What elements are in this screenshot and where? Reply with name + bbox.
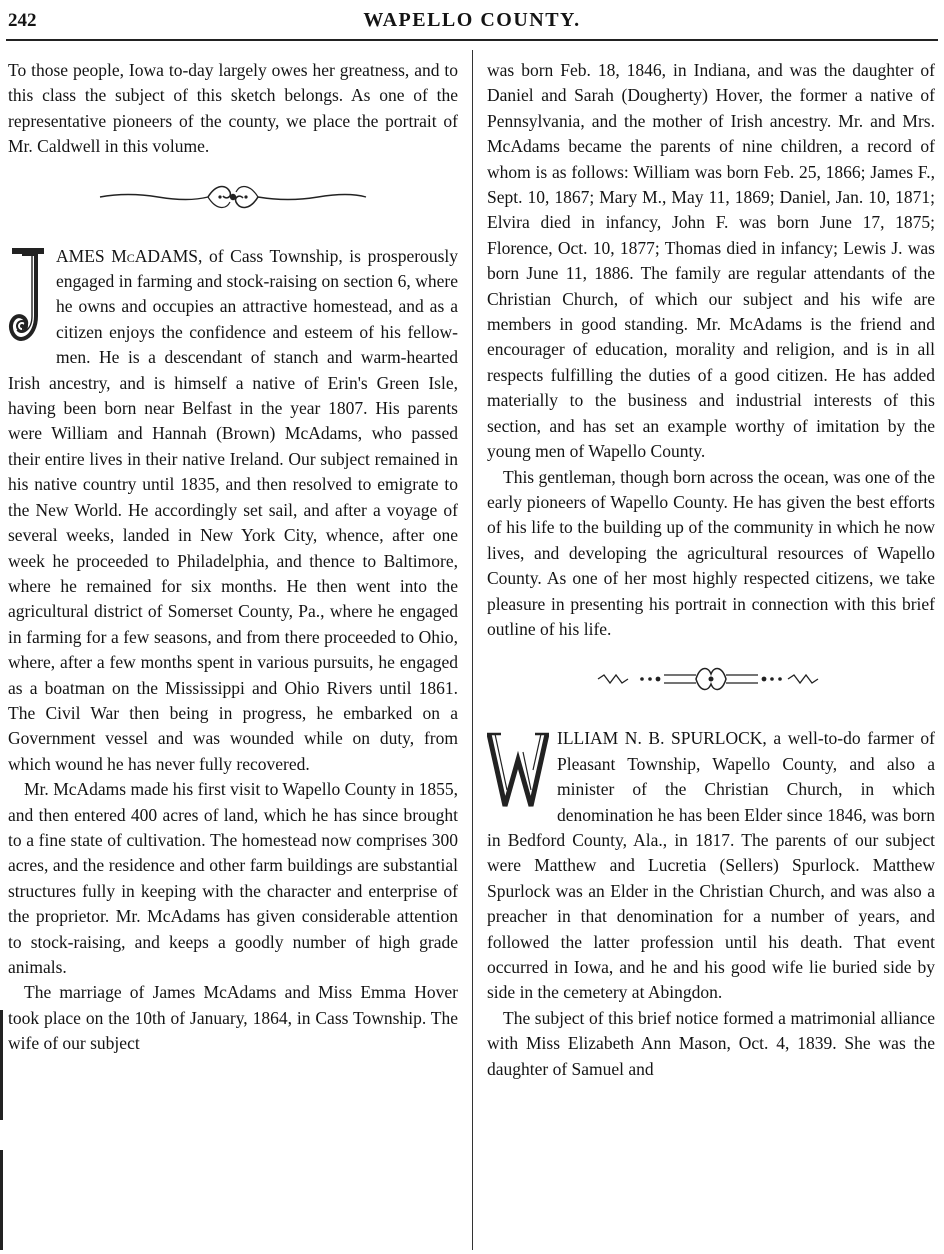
page-header [0, 0, 944, 40]
section-separator [8, 160, 458, 244]
mcadams-paragraph-1-text: of Cass Township, is prosperously engaged in farming and stock-raising on section 6, where he owns and occupies an attractive homestead, and as a citizen enjoys the confidence and esteem of his fellow-men. He is a descendant of stanch and warm-hearted Irish ancestry, and is himself a native of Erin's Green Isle, having been born near Belfast in the year 1807. His parents were William and Hannah (Brown) McAdams, who passed their entire lives in their native Ireland. Our subject remained in his native country until 1835, and then resolved to emigrate to the New World. He accordingly set sail, and after a voyage of several weeks, landed in New York City, whence, after one week he proceeded to Philadelphia, and thence to Baltimore, where he remained for six months. He then went into the agricultural district of Somerset County, Pa., where he engaged in farming for a few seasons, and from there proceeded to Ohio, where, after a few months spent in various pursuits, he engaged as a boatman on the Mississippi and Ohio Rivers until 1861. The Civil War then being in progress, he embarked on a Government vessel and was wounded while on duty, from which wound he has never fully recovered. [8, 245, 458, 774]
spurlock-name: ILLIAM N. B. SPURLOCK, [557, 728, 767, 749]
gentleman-paragraph: This gentleman, though born across the ocean, was one of the early pioneers of Wapello County. He has given the best efforts of his life to the building up of the community in which he now lives, and developing the agricultural resources of Wapello County. As one of her most highly respected citizens, we take pleasure in presenting his portrait in connection with this brief outline of his life. [487, 466, 935, 639]
ornamental-divider-icon [596, 662, 826, 696]
mcadams-paragraph-3: The marriage of James McAdams and Miss Emma Hover took place on the 10th of January, 1864, in Cass Township. The wife of our subject [8, 982, 458, 1054]
drop-cap-w-icon [487, 730, 549, 810]
spurlock-paragraph-1 [487, 726, 935, 1005]
spurlock-paragraph-1-text: a well-to-do farmer of Pleasant Township, Wapello County, and also a minister of the Christian Church, in which denomination he has been Elder since 1846, was born in Bedford County, Ala., in 1817. The parents of our subject were Matthew and Lucretia (Sellers) Spurlock. Matthew Spurlock was an Elder in the Christian Church, and was also a preacher in that denomination for a number of years, and followed the latter profession until his death. That event occurred in Iowa, and he and his good wife lie buried side by side in the cemetery at Abingdon. [487, 728, 935, 1003]
page-number: 242 [8, 10, 37, 31]
mcadams-paragraph-1 [8, 244, 458, 778]
mcadams-paragraph-2: Mr. McAdams made his first visit to Wapello County in 1855, and then entered 400 acres of land, which he has since brought to a fine state of cultivation. The homestead now comprises 300 acres, and the residence and other farm buildings are substantial structures fully in keeping with the character and enterprise of the proprietor. Mr. McAdams has given considerable attention to stock-raising, and keeps a goodly number of high grade animals. [8, 779, 458, 977]
ornamental-divider-icon [98, 180, 368, 214]
mcadams-name: AMES McADAMS, [56, 245, 203, 266]
column-divider [472, 50, 473, 1250]
drop-cap-j-icon [8, 246, 48, 350]
margin-mark [0, 1010, 3, 1120]
intro-paragraph: To those people, Iowa to-day largely owes her greatness, and to this class the subject of this sketch belongs. As one of the representative pioneers of the county, we place the portrait of Mr. Caldwell in this volume. [8, 60, 458, 157]
mcadams-continuation: was born Feb. 18, 1846, in Indiana, and was the daughter of Daniel and Sarah (Dougherty) Hover, the former a native of Pennsylvania, and the mother of Irish ancestry. Mr. and Mrs. McAdams became the parents of nine children, a record of whom is as follows: William was born Feb. 25, 1866; James F., Sept. 10, 1867; Mary M., May 11, 1869; Daniel, Jan. 10, 1871; Elvira died in infancy, John F. was born June 17, 1875; Florence, Oct. 10, 1877; Thomas died in infancy; Lewis J. was born June 11, 1886. The family are regular attendants of the Christian Church, of which our subject and his wife are members in good standing. Mr. McAdams is the friend and encourager of education, morality and religion, and is in all respects fulfilling the duties of a good citizen. He has added materially to the business and industrial interests of this section, and has set an example worthy of imitation by the young men of Wapello County. [487, 60, 935, 462]
spurlock-paragraph-2: The subject of this brief notice formed a matrimonial alliance with Miss Elizabeth Ann Mason, Oct. 4, 1839. She was the daughter of Samuel and [487, 1007, 935, 1079]
margin-mark [0, 1150, 3, 1250]
section-separator [487, 642, 935, 726]
left-column [8, 58, 458, 1057]
header-rule [6, 39, 938, 41]
right-column [487, 58, 935, 1082]
running-head: WAPELLO COUNTY. [363, 9, 581, 31]
